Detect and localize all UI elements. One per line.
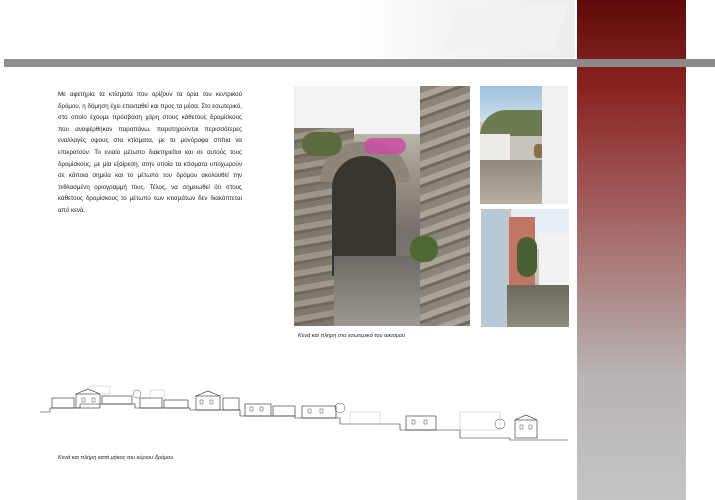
body-paragraph: Με αφετηρία τα κτίσματα που ορίζουν τα όρια του κεντρικού δρόμου, η δόμηση έχει επεκταθεί και προς τα μέσα. Στο εσωτερικό, στο οποίο έχουμε πρόσβαση χάρη στους κάθετους δρομίσκους που αναφέρθηκαν παραπάνω, παρατηρούνται περισσότερες εναλλαγές ύψους στα κτίσματα, με τα μονόροφα σπίτια να επικρατούν. Το ενιαίο μέτωπο διακτηρείται και σε αυτούς τους δρομίσκους, με μία εξαίρεση, στην οποία τα κτίσματα υποχωρούν σε κάποια σημεία και το μέτωπο του δρόμου ακολουθεί την τεθλασμένη οριογραμμή τους. Τέλος, να σημειωθεί ότι στους κάθετους δρομίσκους το μέτωπο των κτισμάτων δεν διακόπτεται από κενά. (58, 91, 242, 214)
photo-stone-arch-alley (294, 86, 470, 326)
street-section-drawing (40, 372, 570, 452)
caption-section: Κενά και πλήρη κατά μήκος του κύριου δρόμου (58, 455, 174, 461)
side-color-band (577, 0, 686, 500)
header-rule-right (577, 59, 715, 67)
caption-photos: Κενά και πλήρη στο εσωτερικό του οικισμού (298, 333, 406, 339)
photo-narrow-lane (481, 209, 569, 327)
header-watermark (360, 0, 575, 58)
photo-white-alley (480, 86, 568, 204)
